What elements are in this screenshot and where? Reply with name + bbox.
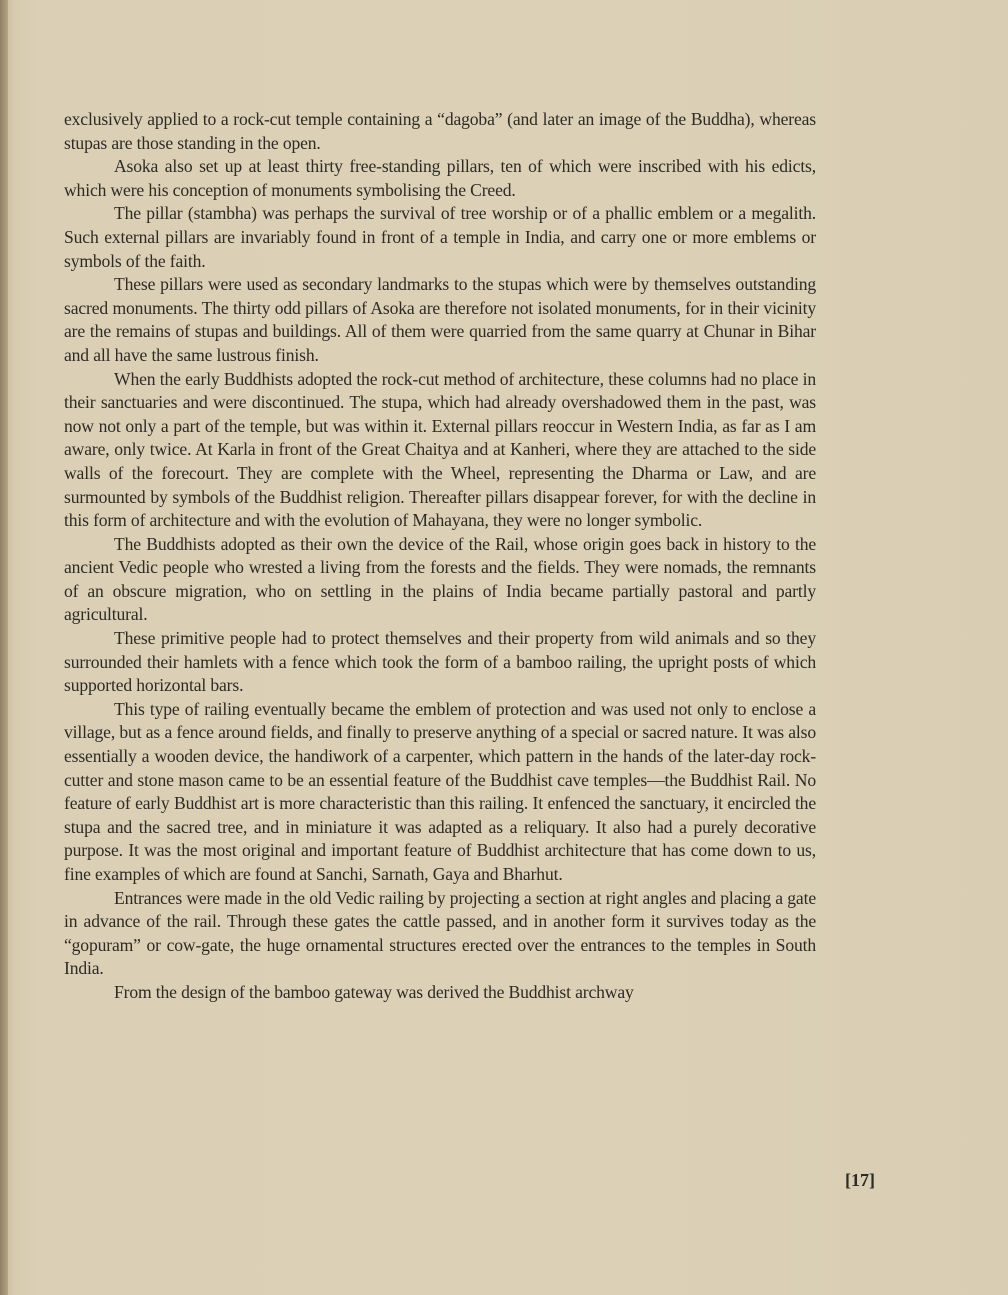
page-number: [17]	[845, 1170, 875, 1190]
paragraph: When the early Buddhists adopted the rock-cut method of architecture, these columns had no place in their sanctuaries and were discontinued. The stupa, which had already overshadowed them in the past, was now not only a part of the temple, but was within it. External pillars reoccur in Western India, as far as I am aware, only twice. At Karla in front of the Great Chaitya and at Kanheri, where they are attached to the side walls of the forecourt. They are complete with the Wheel, representing the Dharma or Law, and are surmounted by symbols of the Buddhist religion. Thereafter pillars disappear forever, for with the decline in this form of architecture and with the evolution of Mahayana, they were no longer symbolic.	[64, 368, 816, 531]
paragraph: This type of railing eventually became the emblem of protection and was used not only to enclose a village, but as a fence around fields, and finally to preserve anything of a special or sacred nature. It was also essentially a wooden device, the handiwork of a carpenter, which pattern in the hands of the later-day rock-cutter and stone mason came to be an essential feature of the Buddhist cave temples—the Buddhist Rail. No feature of early Buddhist art is more characteristic than this railing. It enfenced the sanctuary, it encircled the stupa and the sacred tree, and in miniature it was adapted as a reliquary. It also had a purely decorative purpose. It was the most original and important feature of Buddhist architecture that has come down to us, fine examples of which are found at Sanchi, Sarnath, Gaya and Bharhut.	[64, 698, 816, 884]
page-gutter	[0, 0, 8, 1295]
paragraph: exclusively applied to a rock-cut temple containing a “dagoba” (and later an image of the Buddha), whereas stupas are those standing in the open.	[64, 109, 816, 153]
body-text	[64, 108, 816, 1005]
paragraph: From the design of the bamboo gateway was derived the Buddhist archway	[114, 981, 634, 1002]
paragraph: Entrances were made in the old Vedic railing by projecting a section at right angles and placing a gate in advance of the rail. Through these gates the cattle passed, and in another form it survives today as the “gopuram” or cow-gate, the huge ornamental structures erected over the entrances to the temples in South India.	[64, 887, 816, 979]
paragraph: The pillar (stambha) was perhaps the survival of tree worship or of a phallic emblem or a megalith. Such external pillars are invariably found in front of a temple in India, and carry one or more emblems or symbols of the faith.	[64, 203, 816, 271]
paragraph: Asoka also set up at least thirty free-standing pillars, ten of which were inscribed with his edicts, which were his conception of monuments symbolising the Creed.	[64, 156, 816, 200]
paragraph: The Buddhists adopted as their own the device of the Rail, whose origin goes back in history to the ancient Vedic people who wrested a living from the forests and the fields. They were nomads, the remnants of an obscure migration, who on settling in the plains of India became partially pastoral and partly agricultural.	[64, 533, 816, 625]
paragraph: These primitive people had to protect themselves and their property from wild animals and so they surrounded their hamlets with a fence which took the form of a bamboo railing, the upright posts of which supported horizontal bars.	[64, 628, 816, 696]
paragraph: These pillars were used as secondary landmarks to the stupas which were by themselves outstanding sacred monuments. The thirty odd pillars of Asoka are therefore not isolated monuments, for in their vicinity are the remains of stupas and buildings. All of them were quarried from the same quarry at Chunar in Bihar and all have the same lustrous finish.	[64, 274, 816, 365]
